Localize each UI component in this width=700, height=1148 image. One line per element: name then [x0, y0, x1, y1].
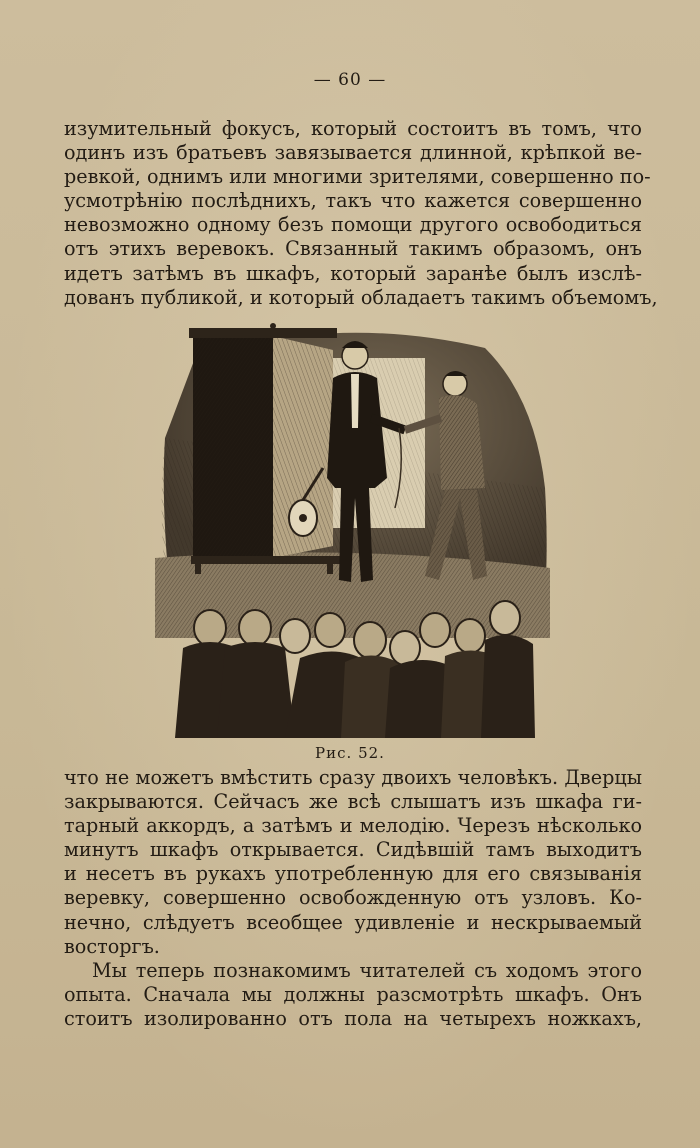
text-line: что не можетъ вмѣстить сразу двоихъ человѣкъ. Дверцы — [64, 766, 642, 789]
text-line: опыта. Сначала мы должны разсмотрѣть шкафъ. Онъ — [64, 983, 642, 1007]
text-line: минутъ шкафъ открывается. Сидѣвшій тамъ выходитъ — [64, 838, 642, 862]
page-number: — 60 — — [313, 70, 387, 90]
text-line: стоитъ изолированно отъ пола на четырехъ ножкахъ, — [64, 1007, 642, 1031]
text-line: усмотрѣнію послѣднихъ, такъ что кажется совершенно — [64, 189, 642, 213]
text-line: закрываются. Сейчасъ же всѣ слышатъ изъ шкафа ги- — [64, 790, 642, 814]
text-line: тарный аккордъ, а затѣмъ и мелодію. Черезъ нѣсколько — [64, 814, 642, 838]
text-line: изумительный фокусъ, который состоитъ въ томъ, что — [64, 117, 642, 140]
text-line: веревку, совершенно освобожденную отъ узловъ. Ко- — [64, 886, 642, 910]
text-line: отъ этихъ веревокъ. Связанный такимъ образомъ, онъ — [64, 237, 642, 261]
text-line: невозможно одному безъ помощи другого освободиться — [64, 213, 642, 237]
paragraph-middle — [64, 766, 642, 959]
text-line: нечно, слѣдуетъ всеобщее удивленіе и нескрываемый — [64, 910, 642, 934]
text-line: одинъ изъ братьевъ завязывается длинной, крѣпкой ве- — [64, 141, 642, 165]
text-line: восторгъ. — [64, 934, 160, 958]
figure-caption: Рис. 52. — [315, 744, 385, 762]
paragraph-top — [64, 117, 658, 310]
engraving-illustration — [155, 318, 550, 738]
text-line: дованъ публикой, и который обладаетъ такимъ объемомъ, — [64, 285, 658, 309]
text-line: и несетъ въ рукахъ употребленную для его связыванія — [64, 862, 642, 886]
paragraph-bottom — [64, 959, 642, 1031]
cabinet — [189, 323, 341, 574]
text-line: Мы теперь познакомимъ читателей съ ходомъ этого — [92, 959, 642, 982]
text-line: идетъ затѣмъ въ шкафъ, который заранѣе былъ изслѣ- — [64, 261, 642, 285]
text-line: ревкой, однимъ или многими зрителями, совершенно по- — [64, 165, 651, 189]
